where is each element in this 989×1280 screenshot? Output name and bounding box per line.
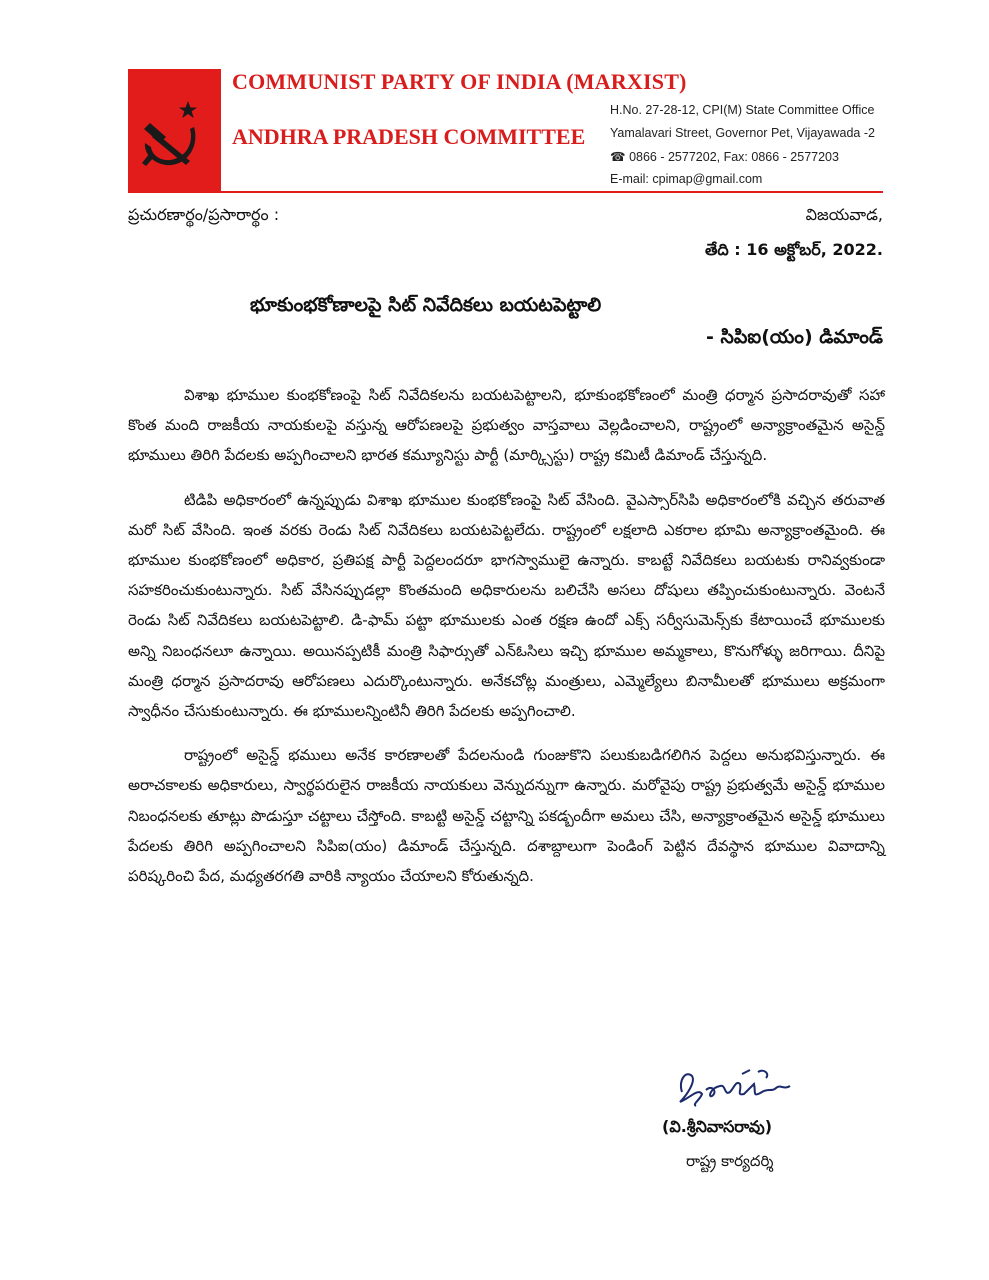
press-release-body [128,380,885,905]
handwritten-signature [672,1062,822,1114]
paragraph-1: విశాఖ భూముల కుంభకోణంపై సిట్ నివేదికలను బయటపెట్టాలని, భూకుంభకోణంలో మంత్రి ధర్మాన ప్రసాదరావుతో సహా కొంత మంది రాజకీయ నాయకులపై వస్తున్న ఆరోపణలపై ప్రభుత్వం వాస్తవాలు వెల్లడించాలని, రాష్ట్రంలో అన్యాక్రాంతమైన అసైన్డ్ భూములు తిరిగి పేదలకు అప్పగించాలని భారత కమ్యూనిస్టు పార్టీ (మార్క్సిస్టు) రాష్ట్ర కమిటీ డిమాండ్ చేస్తున్నది. [128,386,885,465]
party-logo [128,69,221,191]
phone-icon: ☎ [610,150,626,164]
phone-line [610,149,839,164]
org-name: COMMUNIST PARTY OF INDIA (MARXIST) [232,69,687,94]
committee-name: ANDHRA PRADESH COMMITTEE [232,124,586,149]
headline-line-1: భూకుంభకోణాలపై సిట్ నివేదికలు బయటపెట్టాలి [250,294,602,316]
headline-line-2: - సిపిఐ(యం) డిమాండ్ [706,326,883,348]
hammer-sickle-icon [128,69,221,191]
date-label: తేది : 16 అక్టోబర్, 2022. [704,240,883,259]
paragraph-3: రాష్ట్రంలో అసైన్డ్ భములు అనేక కారణాలతో పేదలనుండి గుంజుకొని పలుకుబడిగలిగిన పెద్దలు అనుభవిస్తున్నారు. ఈ అరాచకాలకు అధికారులు, స్వార్థపరులైన రాజకీయ నాయకులు వెన్నుదన్నుగా ఉన్నారు. మరోవైపు రాష్ట్ర ప్రభుత్వమే అసైన్డ్ భూముల నిబంధనలకు తూట్లు పొడుస్తూ చట్టాలు చేస్తోంది. కాబట్టి అసైన్డ్ చట్టాన్ని పకడ్బందీగా అమలు చేసి, అన్యాక్రాంతమైన అసైన్డ్ భూములు పేదలకు తిరిగి అప్పగించాలని సిపిఐ(యం) డిమాండ్ చేస్తున్నది. దశాబ్దాలుగా పెండింగ్ పెట్టిన దేవస్థాన భూముల వివాదాన్ని పరిష్కరించి పేద, మధ్యతరగతి వారికి న్యాయం చేయాలని కోరుతున్నది. [128,746,885,886]
email-line: E-mail: cpimap@gmail.com [610,172,763,186]
header-divider [128,191,883,193]
paragraph-2: టిడిపి అధికారంలో ఉన్నప్పుడు విశాఖ భూముల కుంభకోణంపై సిట్ వేసింది. వైఎస్సార్‌సిపి అధికారంలోకి వచ్చిన తరువాత మరో సిట్ వేసింది. ఇంత వరకు రెండు సిట్ నివేదికలు బయటపెట్టలేదు. రాష్ట్రంలో లక్షలాది ఎకరాల భూమి అన్యాక్రాంతమైంది. ఈ భూముల కుంభకోణంలో అధికార, ప్రతిపక్ష పార్టీ పెద్దలందరూ భాగస్వాములై ఉన్నారు. కాబట్టే నివేదికలు బయటకు రానివ్వకుండా సహకరించుకుంటున్నారు. సిట్ వేసినప్పుడల్లా కొంతమంది అధికారులను బలిచేసి అసలు దోషులు తప్పించుకుంటున్నారు. వెంటనే రెండు సిట్ నివేదికలు బయటపెట్టాలి. డి-ఫామ్ పట్టా భూములకు ఎంత రక్షణ ఉందో ఎక్స్ సర్వీసుమెన్స్‌కు కేటాయించే భూములకు అన్ని నిబంధనలూ ఉన్నాయి. అయినప్పటికీ మంత్రి సిఫార్సుతో ఎన్‌ఓసిలు ఇచ్చి భూముల అమ్మకాలు, కొనుగోళ్ళు జరిగాయి. దీనిపై మంత్రి ధర్మాన ప్రసాదరావు ఆరోపణలు ఎదుర్కొంటున్నారు. అనేకచోట్ల మంత్రులు, ఎమ్మెల్యేలు బినామీలతో భూములు అక్రమంగా స్వాధీనం చేసుకుంటున్నారు. ఈ భూములన్నింటినీ తిరిగి పేదలకు అప్పగించాలి. [128,490,885,721]
address-line-2: Yamalavari Street, Governor Pet, Vijayawada -2 [610,126,875,140]
signatory-name: (వి.శ్రీనివాసరావు) [662,1117,773,1136]
address-line-1: H.No. 27-28-12, CPI(M) State Committee Office [610,103,875,117]
place-label: విజయవాడ, [805,205,883,224]
signatory-title: రాష్ట్ర కార్యదర్శి [686,1152,774,1170]
phone-fax-text: 0866 - 2577202, Fax: 0866 - 2577203 [629,150,839,164]
release-label: ప్రచురణార్థం/ప్రసారార్థం : [128,205,280,224]
